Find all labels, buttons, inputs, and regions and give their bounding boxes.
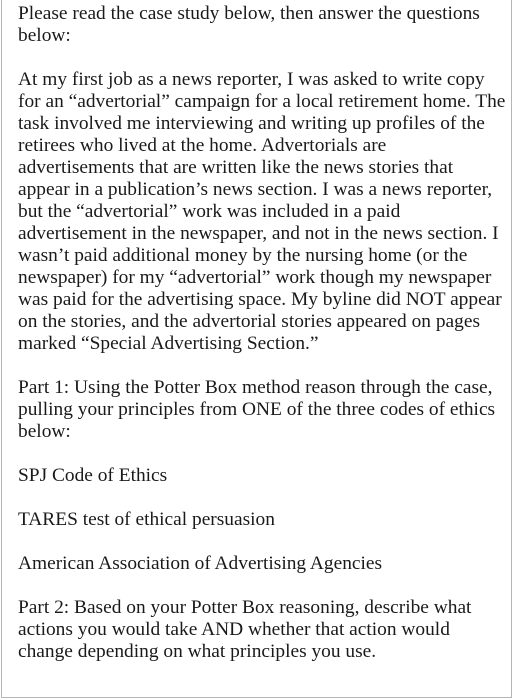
case-study-paragraph: At my first job as a news reporter, I was asked to write copy for an “advertorial” campaign for a local retirement home. The task involved me interviewing and writing up profiles of the retirees who lived at the home. Advertorials are advertisements that are written like the news stories that appear in a publication’s news section. I was a news reporter, but the “advertorial” work was included in a paid advertisement in the newspaper, and not in the news section. I wasn’t paid additional money by the nursing home (or the newspaper) for my “advertorial” work though my newspaper was paid for the advertising space. My byline did NOT appear on the stories, and the advertorial stories appeared on pages marked “Special Advertising Section.”	[18, 69, 506, 354]
intro-paragraph: Please read the case study below, then answer the questions below:	[18, 3, 480, 46]
part2-paragraph: Part 2: Based on your Potter Box reasoning, describe what actions you would take AND whether that action would change depending on what principles you use.	[18, 597, 472, 662]
document-frame	[1, 0, 512, 698]
part1-paragraph: Part 1: Using the Potter Box method reason through the case, pulling your principles from ONE of the three codes of ethics below:	[18, 377, 496, 442]
code-aaaa: American Association of Advertising Agencies	[18, 553, 383, 574]
code-spj: SPJ Code of Ethics	[18, 465, 168, 486]
code-tares: TARES test of ethical persuasion	[18, 509, 275, 530]
document-body	[18, 3, 506, 663]
